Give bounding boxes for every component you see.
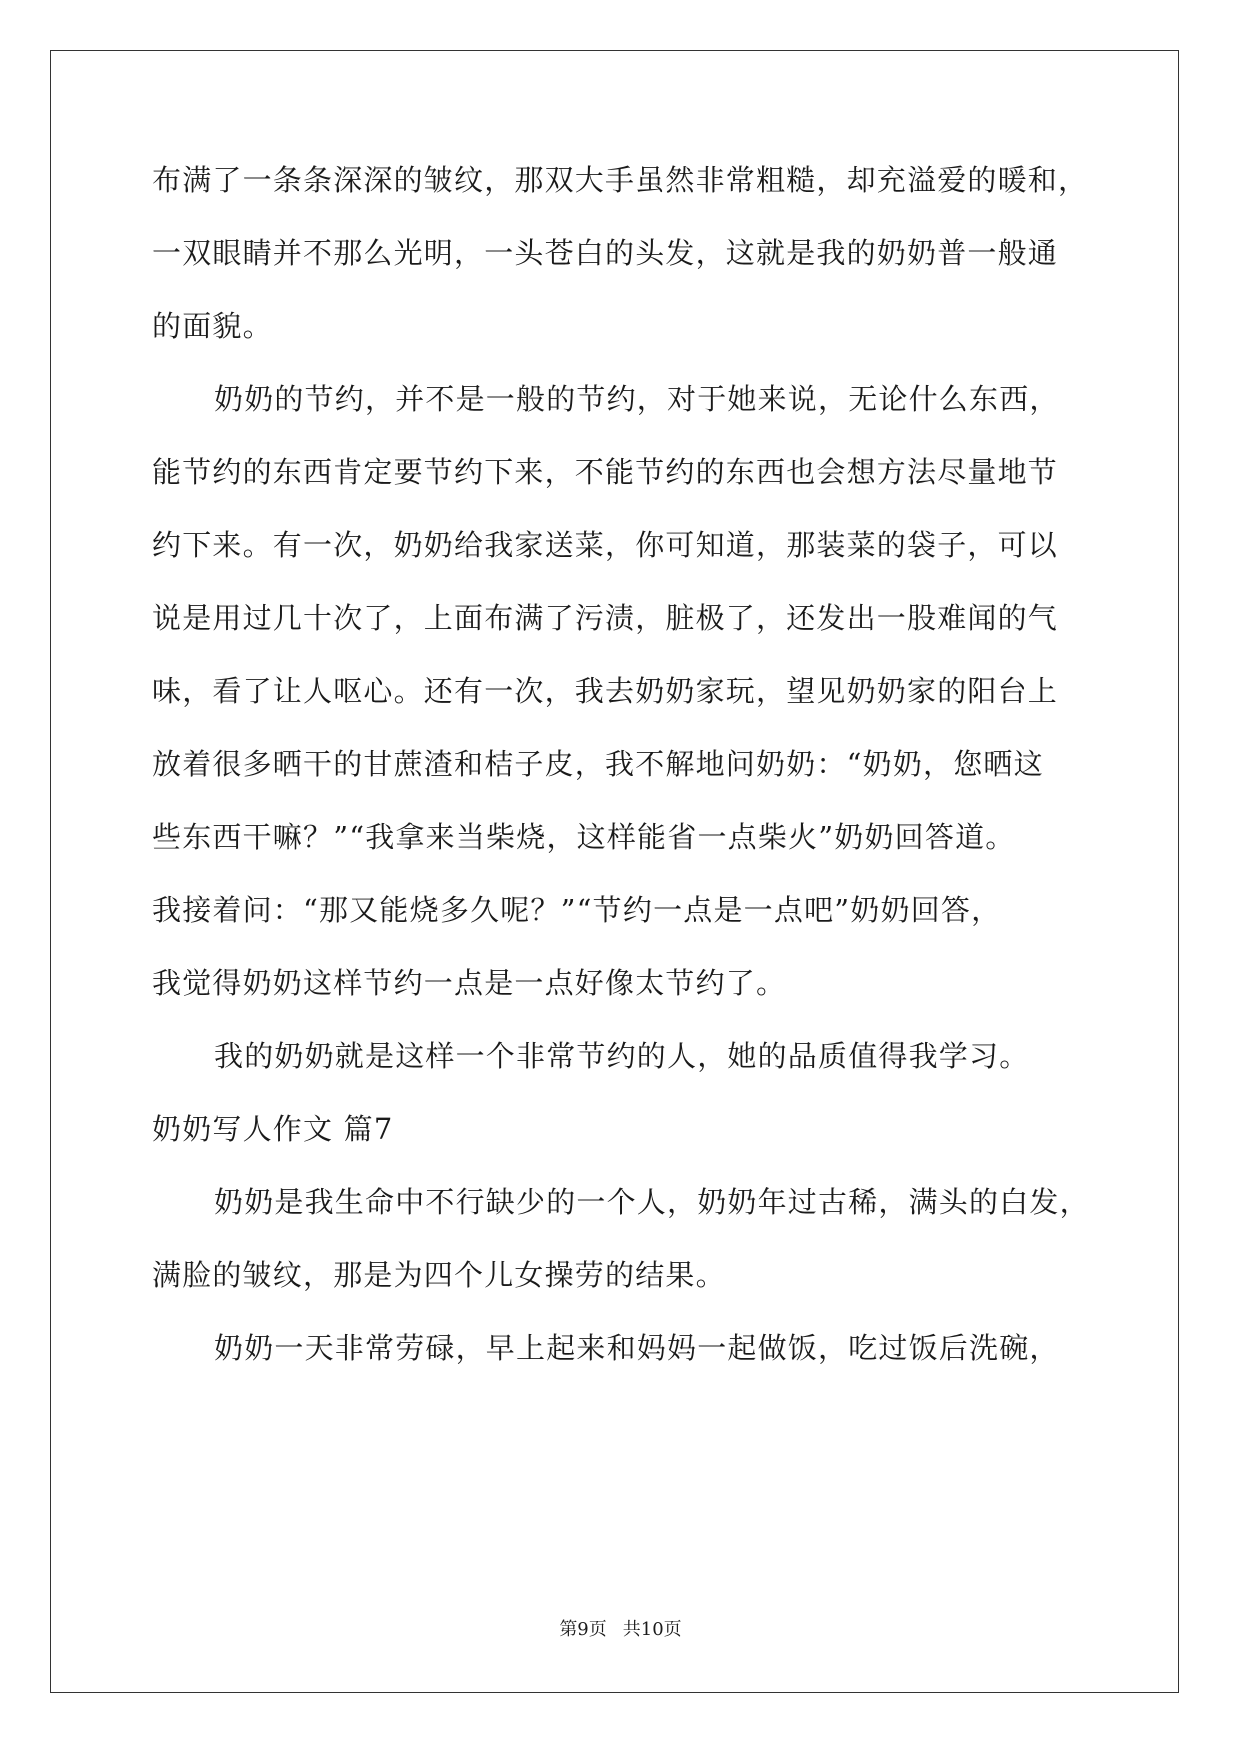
body-line-12: 我觉得奶奶这样节约一点是一点好像太节约了。 — [152, 966, 787, 1000]
body-line-16: 满脸的皱纹，那是为四个儿女操劳的结果。 — [152, 1258, 726, 1292]
body-line-15: 奶奶是我生命中不行缺少的一个人，奶奶年过古稀，满头的白发， — [214, 1185, 1090, 1219]
body-line-9: 放着很多晒干的甘蔗渣和桔子皮，我不解地问奶奶：“奶奶，您晒这 — [152, 747, 1044, 781]
body-line-6: 约下来。有一次，奶奶给我家送菜，你可知道，那装菜的袋子，可以 — [152, 528, 1059, 562]
body-line-17: 奶奶一天非常劳碌，早上起来和妈妈一起做饭，吃过饭后洗碗， — [214, 1331, 1060, 1365]
body-line-2: 一双眼睛并不那么光明，一头苍白的头发，这就是我的奶奶普一般通 — [152, 236, 1059, 270]
body-line-7: 说是用过几十次了，上面布满了污渍，脏极了，还发出一股难闻的气 — [152, 601, 1059, 635]
body-line-11: 我接着问：“那又能烧多久呢？”“节约一点是一点吧”奶奶回答， — [152, 893, 1002, 927]
body-line-5: 能节约的东西肯定要节约下来，不能节约的东西也会想方法尽量地节 — [152, 455, 1059, 489]
body-line-8: 味，看了让人呕心。还有一次，我去奶奶家玩，望见奶奶家的阳台上 — [152, 674, 1059, 708]
body-line-3: 的面貌。 — [152, 309, 273, 343]
section-heading: 奶奶写人作文 篇7 — [152, 1112, 394, 1146]
body-line-1: 布满了一条条深深的皱纹，那双大手虽然非常粗糙，却充溢爱的暖和， — [152, 163, 1089, 197]
page-border — [50, 50, 1179, 1693]
body-line-4: 奶奶的节约，并不是一般的节约，对于她来说，无论什么东西， — [214, 382, 1060, 416]
page-number: 第9页 — [559, 1619, 607, 1640]
body-line-10: 些东西干嘛？”“我拿来当柴烧，这样能省一点柴火”奶奶回答道。 — [152, 820, 1016, 854]
page-footer — [0, 1618, 1241, 1642]
body-line-13: 我的奶奶就是这样一个非常节约的人，她的品质值得我学习。 — [214, 1039, 1030, 1073]
page-total: 共10页 — [622, 1619, 682, 1640]
